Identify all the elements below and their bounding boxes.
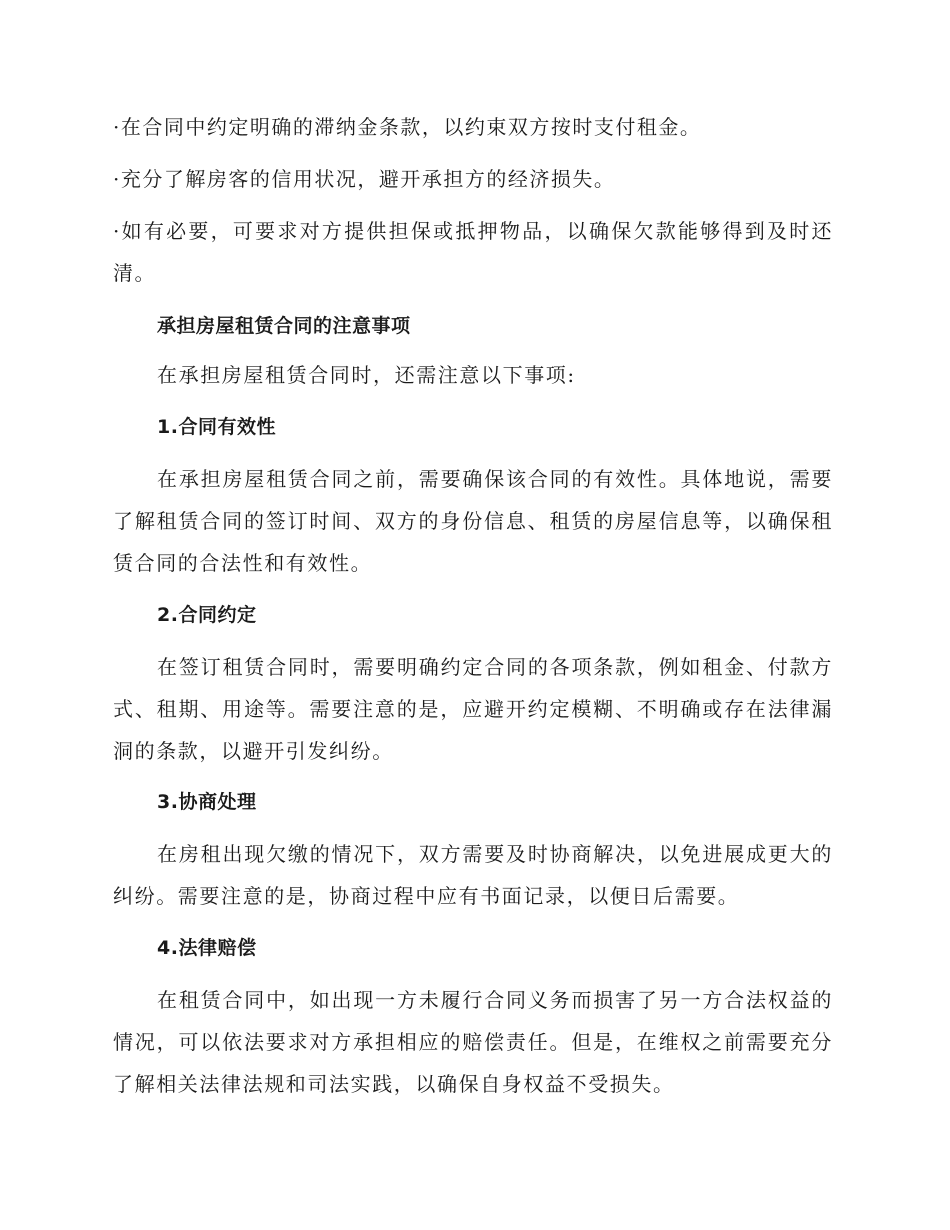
item-body: 在租赁合同中，如出现一方未履行合同义务而损害了另一方合法权益的情况，可以依法要求对方承担相应的赔偿责任。但是，在维权之前需要充分了解相关法律法规和司法实践，以确保自身权益不受损失。 xyxy=(113,988,833,1096)
item-4-body xyxy=(113,979,833,1105)
item-4-heading xyxy=(113,927,833,969)
item-body: 在签订租赁合同时，需要明确约定合同的各项条款，例如租金、付款方式、租期、用途等。需要注意的是，应避开约定模糊、不明确或存在法律漏洞的条款，以避开引发纠纷。 xyxy=(113,655,833,763)
section-title xyxy=(113,305,833,347)
bullet-2 xyxy=(113,158,833,200)
item-3-body xyxy=(113,833,833,917)
item-heading: 3.协商处理 xyxy=(157,791,257,813)
intro-text: 在承担房屋租赁合同时，还需注意以下事项: xyxy=(157,363,576,387)
item-2-body xyxy=(113,646,833,772)
bullet-1 xyxy=(113,106,833,148)
bullet-text: ·如有必要，可要求对方提供担保或抵押物品，以确保欠款能够得到及时还清。 xyxy=(113,219,833,285)
bullet-text: ·在合同中约定明确的滞纳金条款，以约束双方按时支付租金。 xyxy=(113,115,702,139)
bullet-text: ·充分了解房客的信用状况，避开承担方的经济损失。 xyxy=(113,167,616,191)
section-title-text: 承担房屋租赁合同的注意事项 xyxy=(157,315,411,337)
item-heading: 2.合同约定 xyxy=(157,604,257,626)
bullet-3 xyxy=(113,210,833,294)
item-body: 在房租出现欠缴的情况下，双方需要及时协商解决，以免进展成更大的纠纷。需要注意的是，协商过程中应有书面记录，以便日后需要。 xyxy=(113,842,833,908)
item-3-heading xyxy=(113,781,833,823)
item-heading: 4.法律赔偿 xyxy=(157,937,257,959)
intro-paragraph xyxy=(113,354,833,396)
item-2-heading xyxy=(113,594,833,636)
item-heading: 1.合同有效性 xyxy=(157,416,276,438)
item-1-heading xyxy=(113,406,833,448)
item-1-body xyxy=(113,458,833,584)
item-body: 在承担房屋租赁合同之前，需要确保该合同的有效性。具体地说，需要了解租赁合同的签订时间、双方的身份信息、租赁的房屋信息等，以确保租赁合同的合法性和有效性。 xyxy=(113,467,833,575)
